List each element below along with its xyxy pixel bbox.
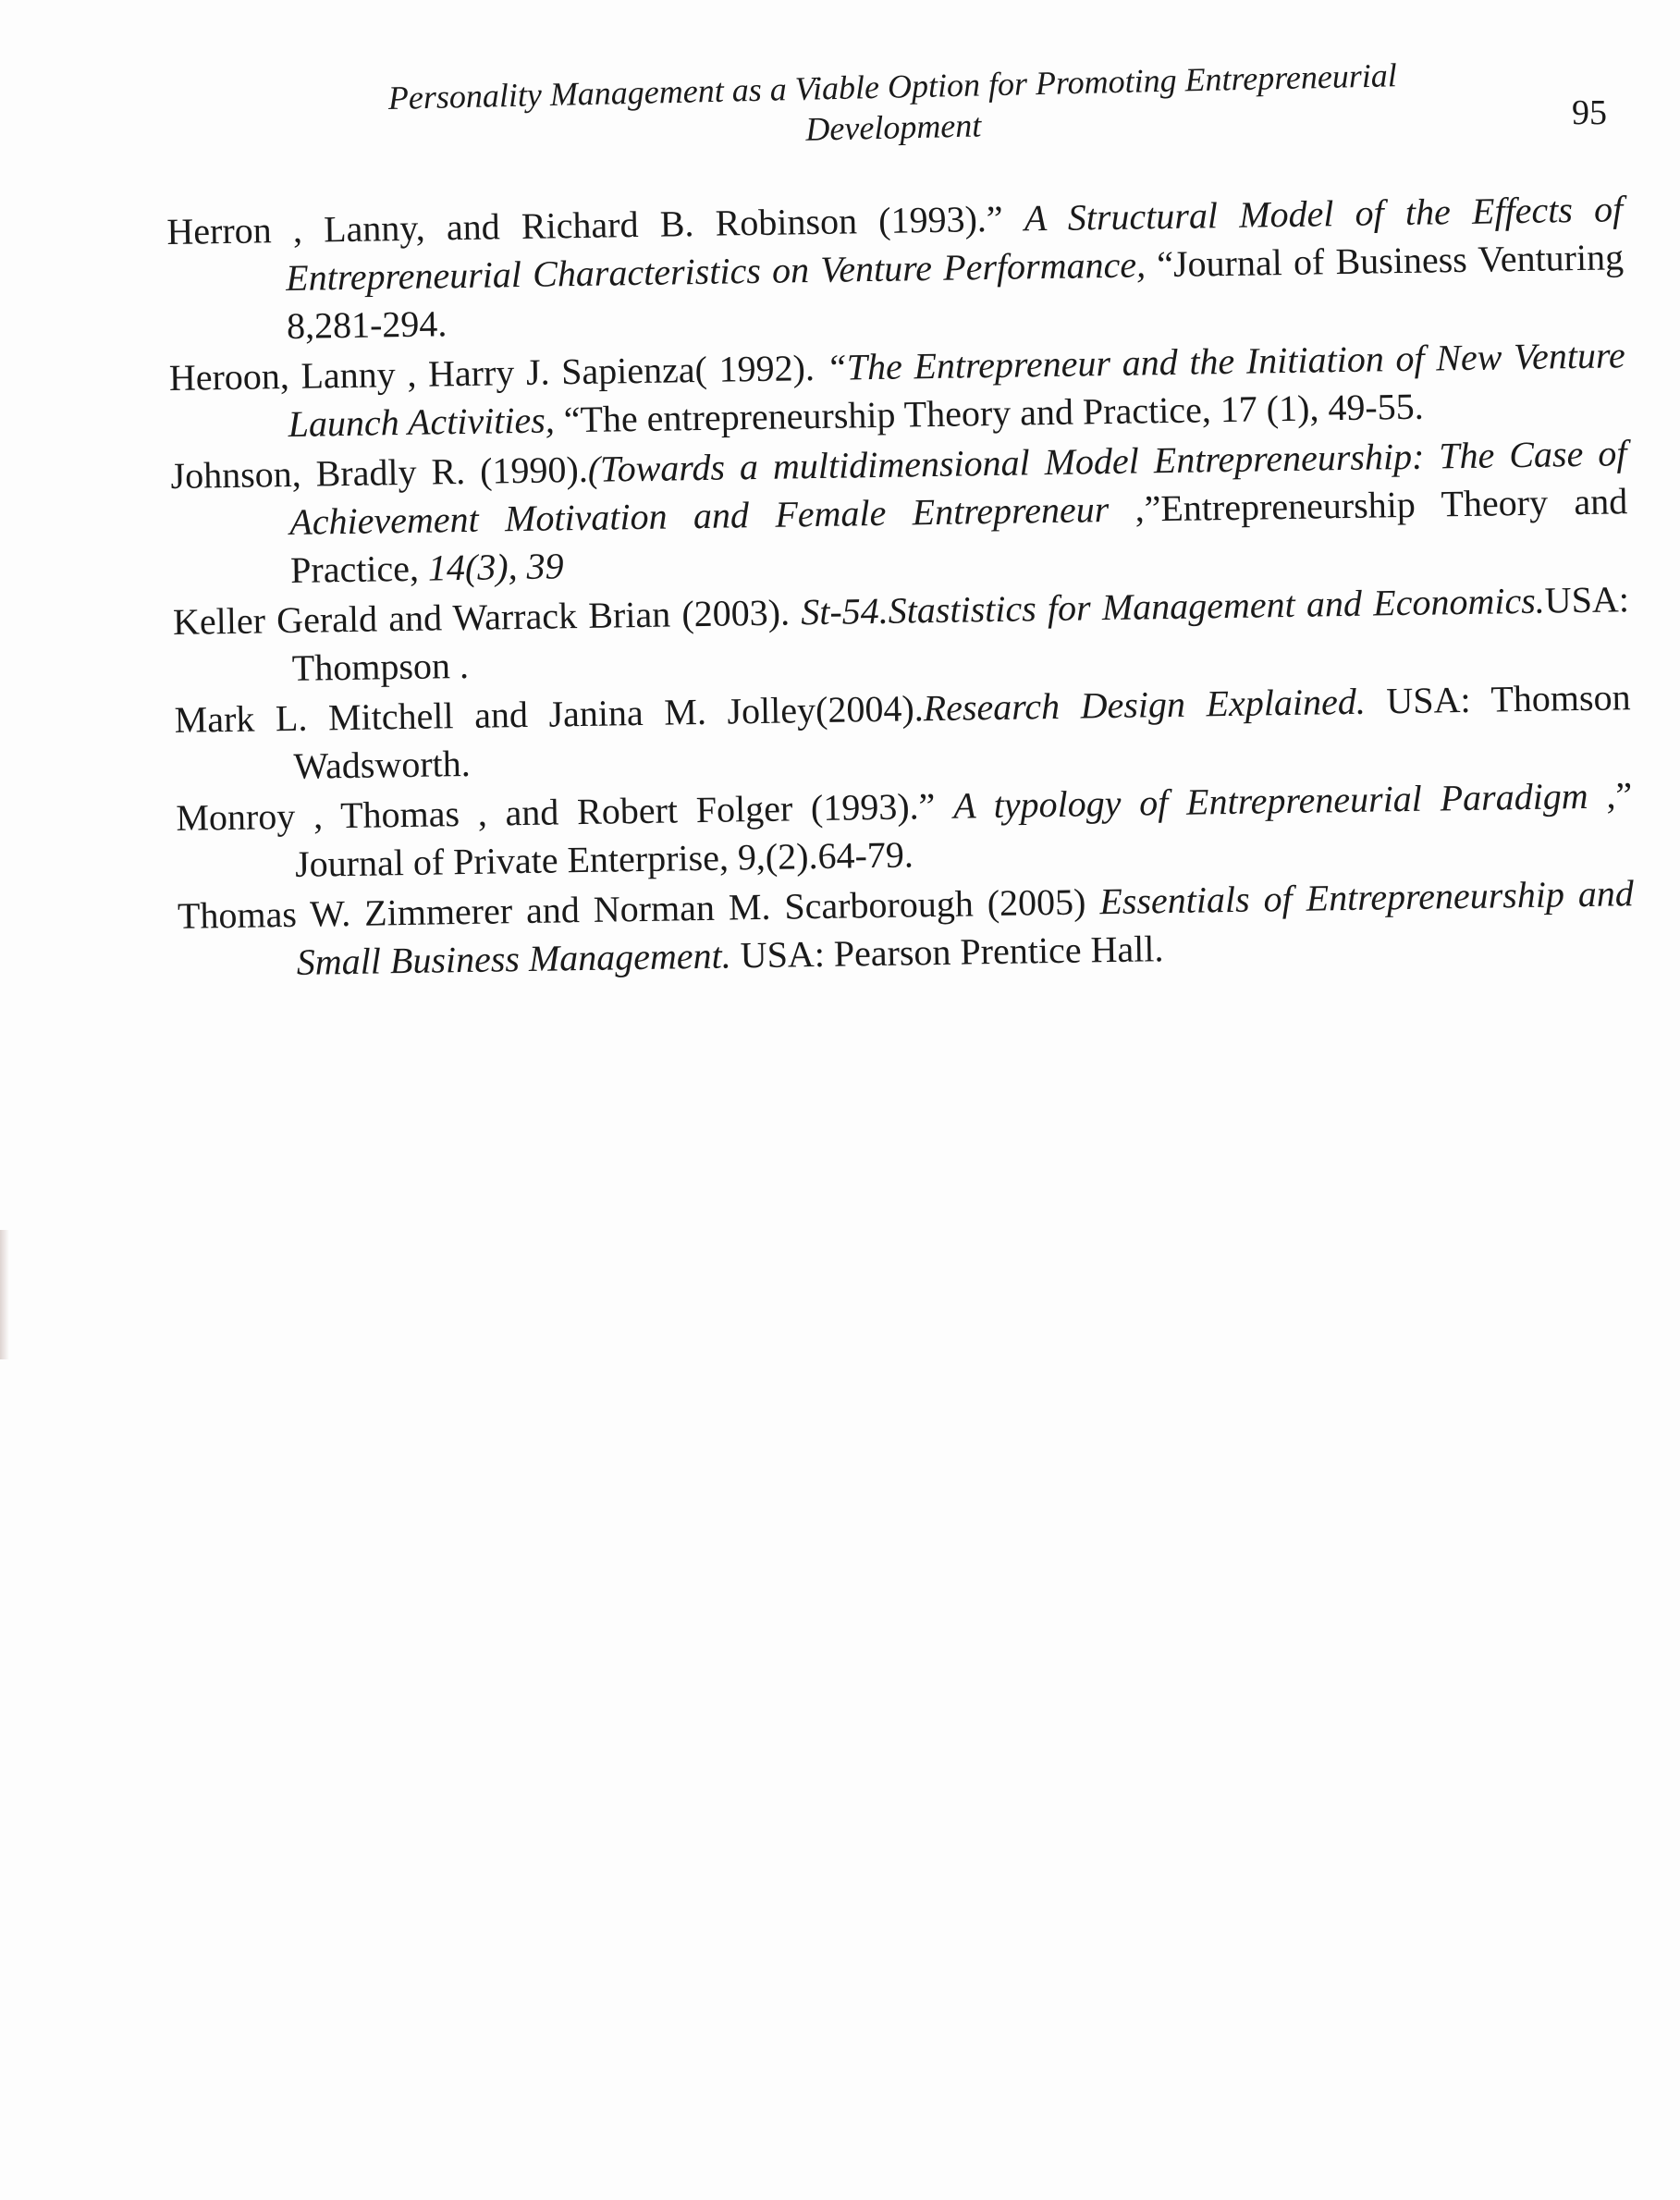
reference-title: Research Design Explained.	[923, 680, 1367, 730]
reference-text: USA: Thompson .	[291, 578, 1630, 689]
reference-text: Johnson, Bradly R. (1990).	[170, 448, 589, 497]
reference-text: Keller Gerald and Warrack Brian (2003).	[172, 591, 802, 643]
reference-entry	[166, 185, 1625, 352]
page-number: 95	[1572, 93, 1607, 132]
reference-text: Monroy , Thomas , and Robert Folger (1993).”	[176, 784, 954, 839]
running-title-line-2: Development	[804, 106, 982, 148]
reference-text: ,”Entrepreneurship Theory and Practice,	[289, 480, 1628, 591]
reference-text: Thomas W. Zimmerer and Norman M. Scarborough (2005)	[177, 880, 1100, 937]
reference-text: “The entrepreneurship Theory and Practice, 17 (1), 49-55.	[554, 385, 1425, 441]
running-head	[305, 53, 1481, 161]
reference-entry	[170, 429, 1628, 596]
running-title-line-1: Personality Management as a Viable Option for Promoting Entrepreneurial	[387, 56, 1398, 117]
reference-title: Essentials of Entrepreneurship and Small Business Management.	[296, 872, 1635, 983]
reference-title: A typology of Entrepreneurial Paradigm	[952, 774, 1588, 827]
reference-text: Herron , Lanny, and Richard B. Robinson (1993).”	[166, 197, 1025, 252]
reference-text: Heroon, Lanny , Harry J. Sapienza( 1992).	[168, 346, 827, 399]
reference-text: “Journal of Business Venturing 8,281-294.	[286, 236, 1625, 347]
reference-text: Mark L. Mitchell and Janina M. Jolley(2004).	[174, 687, 925, 741]
reference-title: (Towards a multidimensional Model Entrepreneurship: The Case of Achievement Motivation and Female Entrepreneur	[288, 432, 1627, 543]
reference-list	[166, 185, 1635, 990]
reference-entry	[178, 869, 1635, 989]
reference-text: USA: Thomson Wadsworth.	[293, 676, 1631, 787]
reference-volume: 14(3), 39	[427, 545, 564, 589]
reference-title: A Structural Model of the Effects of Entrepreneurial Characteristics on Venture Performance,	[285, 188, 1624, 299]
scan-edge-shadow	[0, 1230, 9, 1359]
reference-text: USA: Pearson Prentice Hall.	[730, 928, 1164, 977]
reference-title: St-54.Stastistics for Management and Economics.	[800, 579, 1546, 633]
reference-text: ,” Journal of Private Enterprise, 9,(2).64-79.	[294, 774, 1633, 885]
reference-title: “The Entrepreneur and the Initiation of New Venture Launch Activities,	[288, 334, 1626, 445]
